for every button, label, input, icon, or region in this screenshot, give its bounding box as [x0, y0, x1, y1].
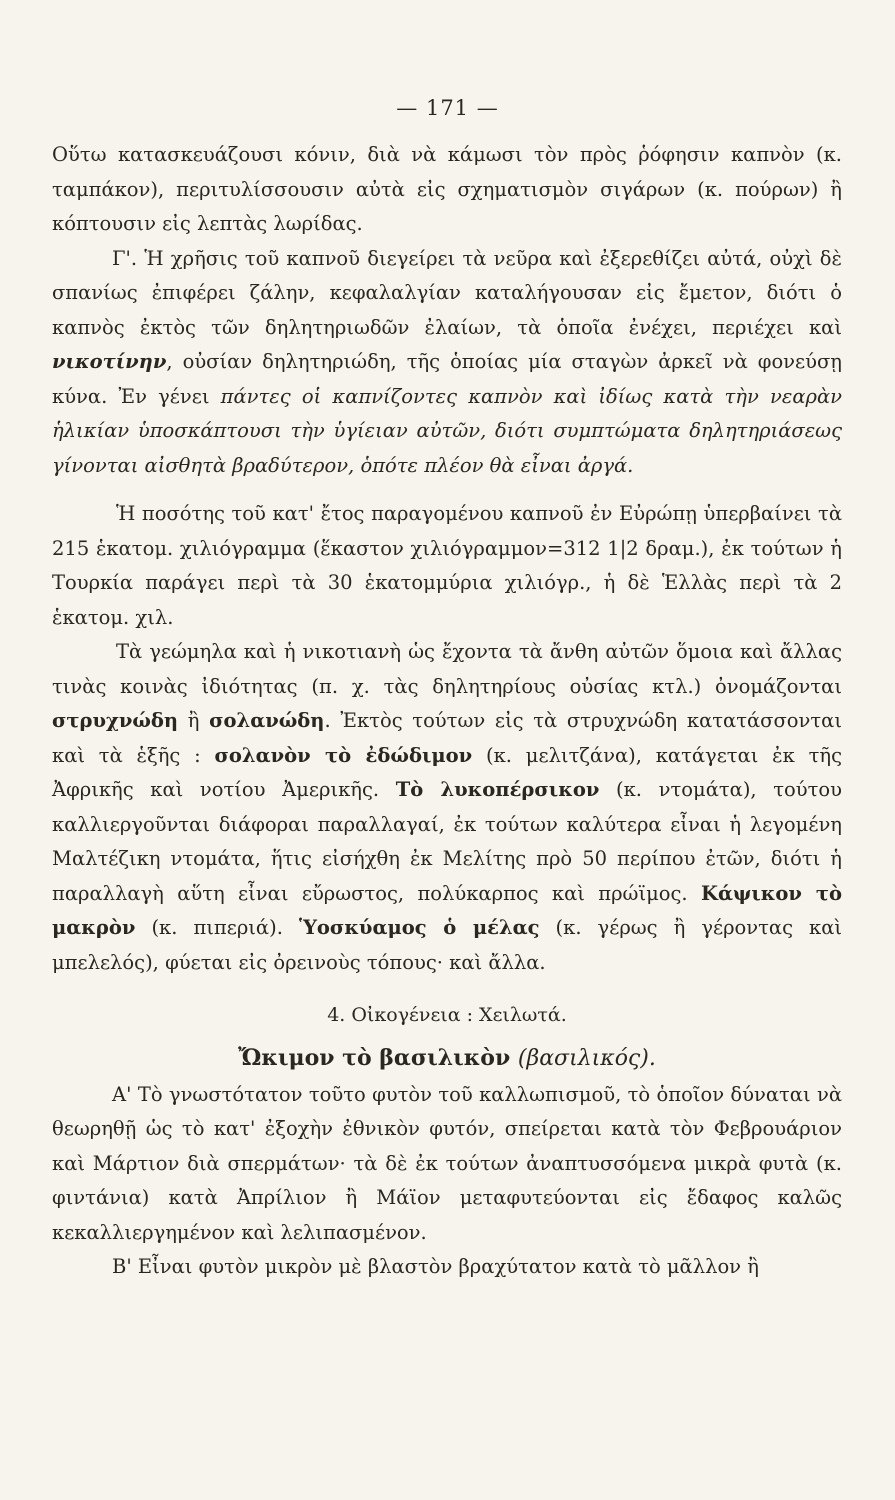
text-run: , οὐσίαν δηλητηριώδη, τῆς ὁποίας μία σταγὼν ἀρκεῖ νὰ φονεύσῃ κύνα. Ἐν γένει [52, 350, 842, 408]
page-number: — 171 — [396, 96, 499, 120]
bold-term: σολανὸν τὸ ἐδώδιμον [214, 743, 473, 767]
section-label: Β' [112, 1255, 132, 1278]
paragraph [52, 635, 842, 980]
text-run: . Ἐκτὸς τούτων εἰς τὰ στρυχνώδη κατατάσσονται καὶ τὰ ἑξῆς : [52, 709, 842, 767]
text-run: Εἶναι φυτὸν μικρὸν μὲ βλαστὸν βραχύτατον κατὰ τὸ μᾶλλον ἢ [137, 1255, 759, 1278]
paragraph: Ἡ ποσότης τοῦ κατ' ἔτος παραγομένου καπνοῦ ἐν Εὐρώπῃ ὑπερβαίνει τὰ 215 ἑκατομ. χιλιόγραμμα (ἕκαστον χιλιόγραμμον=312 1|2 δραμ.), ἐκ τούτων ἡ Τουρκία παράγει περὶ τὰ 30 ἑκατομμύρια χιλιόγρ., ἡ δὲ Ἑλλὰς περὶ τὰ 2 ἑκατομ. χιλ. [52, 502, 842, 629]
text-run: (κ. ντομάτα), τούτου καλλιεργοῦνται διάφοραι παραλλαγαί, ἐκ τούτων καλύτερα εἶναι ἡ λεγομένη Μαλτέζικη ντομάτα, ἥτις εἰσήχθη ἐκ Μελίτης πρὸ 50 περίπου ἐτῶν, διότι ἡ παραλλαγὴ αὕτη εἶναι εὔρωστος, πολύκαρπος καὶ πρώϊμος. [52, 778, 843, 905]
bold-term: σολανώδη [209, 709, 325, 732]
bold-term: Τὸ λυκοπέρσικον [395, 778, 600, 801]
text-run: (κ. πιπεριά). [151, 916, 283, 939]
section-label: Α' [112, 1082, 132, 1106]
paragraph [52, 1250, 842, 1285]
emphasis-run: πάντες οἱ καπνίζοντες καπνὸν καὶ ἰδίως κατὰ τὴν νεαρὰν ἡλικίαν ὑποσκάπτουσι τὴν ὑγίειαν αὐτῶν, διότι συμπτώματα δηλητηριάσεως γίνονται αἰσθητὰ βραδύτερον, ὁπότε πλέον θὰ εἶναι ἀργά. [52, 384, 843, 477]
text-run: Ἡ χρῆσις τοῦ καπνοῦ διεγείρει τὰ νεῦρα καὶ ἐξερεθίζει αὐτά, οὐχὶ δὲ σπανίως ἐπιφέρει ζάλην, κεφαλαλγίαν καταλήγουσαν εἰς ἔμετον, διότι ὁ καπνὸς ἐκτὸς τῶν δηλητηριωδῶν ἐλαίων, τὰ ὁποῖα ἐνέχει, περιέχει καὶ [52, 246, 842, 339]
page-body [52, 138, 842, 1285]
paragraph [52, 1078, 842, 1251]
text-run: (κ. μελιτζάνα), κατάγεται ἐκ τῆς Ἀφρικῆς καὶ νοτίου Ἀμερικῆς. [52, 743, 843, 801]
heading-bold: Ὤκιμον τὸ βασιλικὸν [238, 1044, 511, 1071]
emphasis-term: νικοτίνην [52, 350, 167, 373]
paragraph: Οὕτω κατασκευάζουσι κόνιν, διὰ νὰ κάμωσι τὸν πρὸς ῥόφησιν καπνὸν (κ. ταμπάκον), περιτυλίσσουσιν αὐτὰ εἰς σχηματισμὸν σιγάρων (κ. πούρων) ἢ κόπτουσιν εἰς λεπτὰς λωρίδας. [52, 143, 842, 235]
family-title: 4. Οἰκογένεια : Χειλωτά. [327, 1004, 567, 1026]
text-run: Τὸ γνωστότατον τοῦτο φυτὸν τοῦ καλλωπισμοῦ, τὸ ὁποῖον δύναται νὰ θεωρηθῇ ὡς τὸ κατ' ἐξοχὴν ἐθνικὸν φυτόν, σπείρεται κατὰ τὸν Φεβρουάριον καὶ Μάρτιον διὰ σπερμάτων· τὰ δὲ ἐκ τούτων ἀναπτυσσόμενα μικρὰ φυτὰ (κ. φιντάνια) κατὰ Ἀπρίλιον ἢ Μάϊον μεταφυτεύονται εἰς ἔδαφος καλῶς κεκαλλιεργημένον καὶ λελιπασμένον. [52, 1082, 842, 1244]
paragraph [52, 242, 842, 484]
heading-italic: (βασιλικός). [517, 1045, 656, 1071]
bold-term: Ὑοσκύαμος ὁ μέλας [298, 916, 540, 939]
text-run: (κ. γέρως ἢ γέροντας καὶ μπελελός), φύεται εἰς ὀρεινοὺς τόπους· καὶ ἄλλα. [52, 916, 843, 974]
bold-term: Κάψικον τὸ μακρὸν [52, 881, 842, 939]
text-run: ἢ [187, 709, 200, 732]
section-heading [52, 1039, 842, 1078]
section-label: Γ'. [112, 246, 138, 270]
text-run: Τὰ γεώμηλα καὶ ἡ νικοτιανὴ ὡς ἔχοντα τὰ ἄνθη αὐτῶν ὅμοια καὶ ἄλλας τινὰς κοινὰς ἰδιότητας (π. χ. τὰς δηλητηρίους οὐσίας κτλ.) ὀνομάζονται [52, 640, 842, 698]
bold-term: στρυχνώδη [52, 709, 179, 732]
